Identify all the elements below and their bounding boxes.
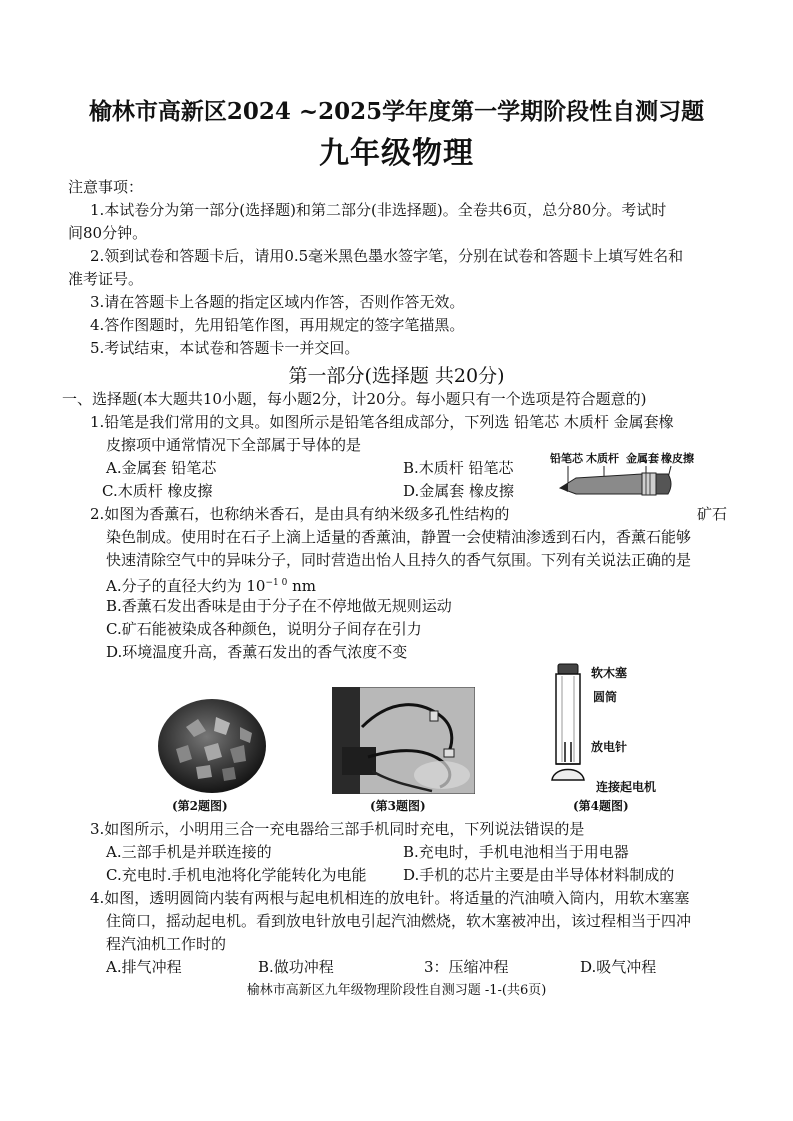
cylinder-label-needle: 放电针: [591, 740, 628, 754]
q3-option-c: C.充电时.手机电池将化学能转化为电能: [106, 866, 367, 884]
q1-option-b: B.木质杆 铅笔芯: [403, 459, 514, 477]
q3-option-d: D.手机的芯片主要是由半导体材料制成的: [403, 866, 675, 884]
pencil-figure: [558, 464, 684, 500]
q4-option-a: A.排气冲程: [106, 958, 182, 976]
cylinder-label-tube: 圆筒: [593, 690, 618, 704]
q3-stem: 3.如图所示，小明用三合一充电器给三部手机同时充电，下列说法错误的是: [90, 820, 585, 838]
q2-option-d: D.环境温度升高，香薰石发出的香气浓度不变: [106, 643, 408, 661]
charger-image: [332, 687, 475, 794]
pencil-label-wood: 木质杆: [586, 452, 619, 465]
notice-item-3: 3.请在答题卡上各题的指定区域内作答，否则作答无效。: [90, 293, 465, 311]
notice-item-5: 5.考试结束，本试卷和答题卡一并交回。: [90, 339, 360, 357]
pencil-label-eraser: 橡皮擦: [661, 452, 694, 465]
q3-option-a: A.三部手机是并联连接的: [106, 843, 272, 861]
q1-option-d: D.金属套 橡皮擦: [403, 482, 515, 500]
q2-stem-b: 染色制成。使用时在石子上滴上适量的香薰油，静置一会使精油渗透到石内，香薰石能够: [106, 528, 692, 546]
part1-instruction: 一、选择题(本大题共10小题，每小题2分，计20分。每小题只有一个选项是符合题意的): [62, 390, 647, 408]
q2-stem-c: 快速清除空气中的异味分子，同时营造出怡人且持久的香气氛围。下列有关说法正确的是: [106, 551, 692, 569]
notice-item-4: 4.答作图题时，先用铅笔作图，再用规定的签字笔描黑。: [90, 316, 465, 334]
q2-stem-a-end: 矿石: [697, 505, 728, 523]
cylinder-label-generator: 连接起电机: [596, 780, 657, 794]
part1-title: 第一部分(选择题 共20分): [288, 365, 505, 387]
q2-option-b: B.香薰石发出香味是由于分子在不停地做无规则运动: [106, 597, 452, 615]
subject-title: 九年级物理: [319, 136, 474, 171]
pencil-label-ferrule: 金属套: [626, 452, 659, 465]
q2-stem-a: 2.如图为香薰石，也称纳米香石，是由具有纳米级多孔性结构的: [90, 505, 510, 523]
q1-stem-a: 1.铅笔是我们常用的文具。如图所示是铅笔各组成部分，下列选 铅笔芯 木质杆 金属套橡: [90, 413, 674, 431]
figure-4-caption: (第4题图): [573, 799, 629, 813]
notice-item-1b: 间80分钟。: [68, 224, 148, 242]
q2-option-a: A.分子的直径大约为 $10^{-1 0}$ nm: [106, 577, 316, 595]
notice-item-2b: 准考证号。: [68, 270, 144, 288]
aroma-stone-image: [156, 697, 268, 795]
exam-title: 榆林市高新区2024 ~2025学年度第一学期阶段性自测习题: [88, 98, 705, 125]
cylinder-figure: [548, 662, 590, 792]
q4-stem-b: 住筒口，摇动起电机。看到放电针放电引起汽油燃烧，软木塞被冲出，该过程相当于四冲: [106, 912, 692, 930]
figure-2-caption: (第2题图): [172, 799, 228, 813]
notice-heading: 注意事项：: [68, 178, 144, 196]
q4-stem-a: 4.如图，透明圆筒内装有两根与起电机相连的放电针。将适量的汽油喷入筒内，用软木塞塞: [90, 889, 690, 907]
q4-option-d: D.吸气冲程: [580, 958, 657, 976]
q4-option-c: 3：压缩冲程: [424, 958, 509, 976]
q1-option-a: A.金属套 铅笔芯: [106, 459, 217, 477]
notice-item-2a: 2.领到试卷和答题卡后，请用0.5毫米黑色墨水签字笔，分别在试卷和答题卡上填写姓名和: [90, 247, 684, 265]
notice-item-1a: 1.本试卷分为第一部分(选择题)和第二部分(非选择题)。全卷共6页，总分80分。考试时: [90, 201, 667, 219]
q4-option-b: B.做功冲程: [258, 958, 334, 976]
figure-3-caption: (第3题图): [370, 799, 426, 813]
pencil-label-lead: 铅笔芯: [550, 452, 583, 465]
page-footer: 榆林市高新区九年级物理阶段性自测习题 -1-(共6页): [246, 983, 547, 998]
q1-stem-b: 皮擦项中通常情况下全部属于导体的是: [106, 436, 362, 454]
q3-option-b: B.充电时，手机电池相当于用电器: [403, 843, 629, 861]
q1-option-c: C.木质杆 橡皮擦: [102, 482, 213, 500]
q4-stem-c: 程汽油机工作时的: [106, 935, 227, 953]
q2-option-c: C.矿石能被染成各种颜色，说明分子间存在引力: [106, 620, 422, 638]
cylinder-label-cork: 软木塞: [591, 666, 628, 680]
